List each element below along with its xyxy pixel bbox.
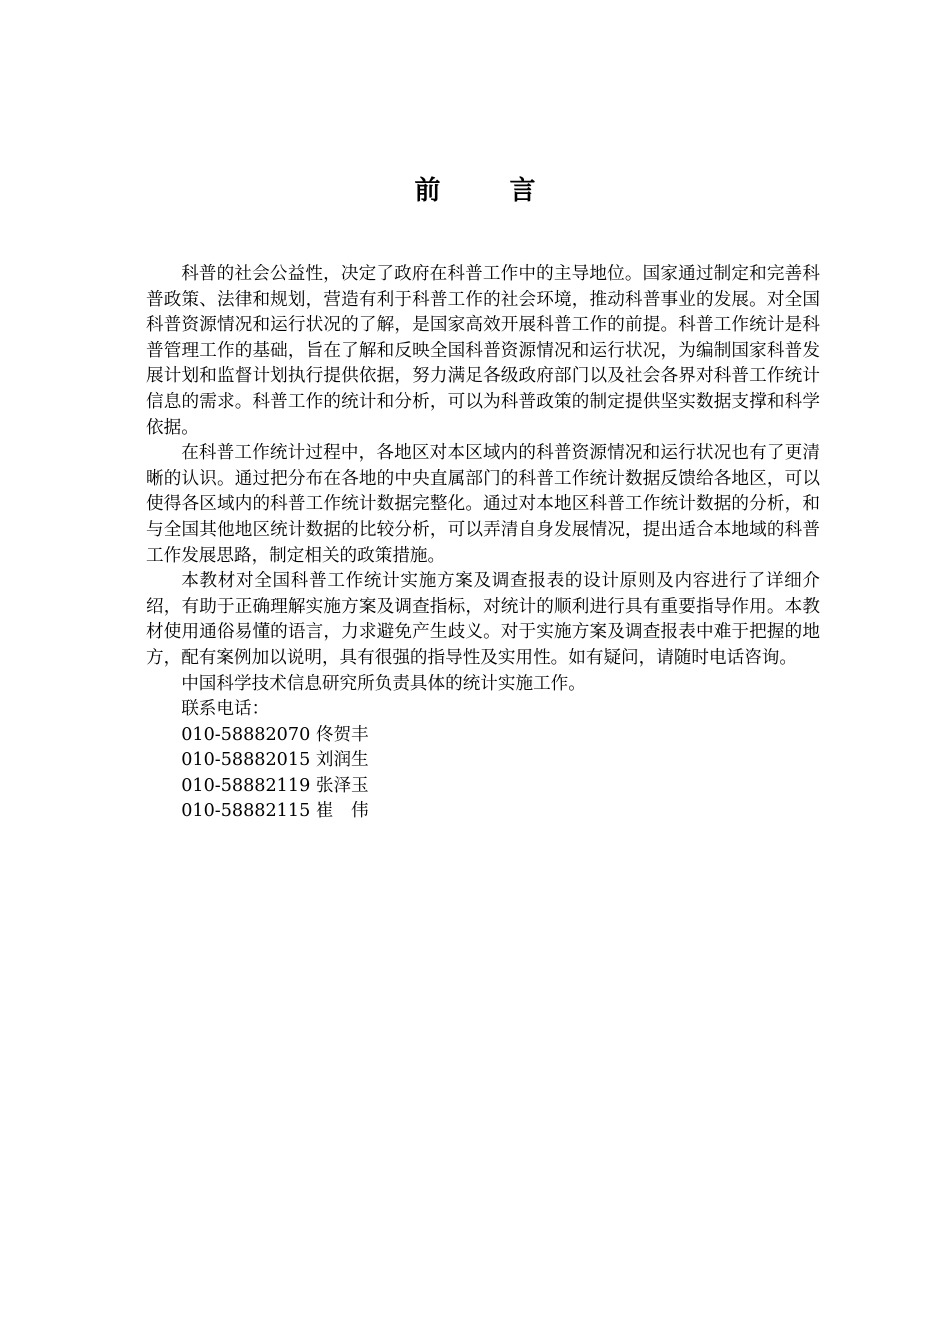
page-title: 前 言 — [414, 176, 566, 206]
contact-line-1: 010-58882070 佟贺丰 — [181, 724, 369, 745]
body-text — [146, 262, 820, 825]
paragraph-2: 在科普工作统计过程中，各地区对本区域内的科普资源情况和运行状况也有了更清晰的认识。通过把分布在各地的中央直属部门的科普工作统计数据反馈给各地区，可以使得各区域内的科普工作统计数据完整化。通过对本地区科普工作统计数据的分析，和与全国其他地区统计数据的比较分析，可以弄清自身发展情况，提出适合本地域的科普工作发展思路，制定相关的政策措施。 — [146, 443, 820, 566]
contact-label: 联系电话： — [181, 699, 270, 720]
contact-line-3: 010-58882119 张泽玉 — [181, 775, 369, 796]
paragraph-3: 本教材对全国科普工作统计实施方案及调查报表的设计原则及内容进行了详细介绍，有助于正确理解实施方案及调查指标，对统计的顺利进行具有重要指导作用。本教材使用通俗易懂的语言，力求避免产生歧义。对于实施方案及调查报表中难于把握的地方，配有案例加以说明，具有很强的指导性及实用性。如有疑问，请随时电话咨询。 — [146, 571, 820, 668]
paragraph-1: 科普的社会公益性，决定了政府在科普工作中的主导地位。国家通过制定和完善科普政策、法律和规划，营造有利于科普工作的社会环境，推动科普事业的发展。对全国科普资源情况和运行状况的了解，是国家高效开展科普工作的前提。科普工作统计是科普管理工作的基础，旨在了解和反映全国科普资源情况和运行状况，为编制国家科普发展计划和监督计划执行提供依据，努力满足各级政府部门以及社会各界对科普工作统计信息的需求。科普工作的统计和分析，可以为科普政策的制定提供坚实数据支撑和科学依据。 — [146, 264, 820, 438]
paragraph-4: 中国科学技术信息研究所负责具体的统计实施工作。 — [181, 673, 586, 694]
contact-line-2: 010-58882015 刘润生 — [181, 750, 369, 771]
contact-line-4: 010-58882115 崔 伟 — [181, 801, 369, 822]
